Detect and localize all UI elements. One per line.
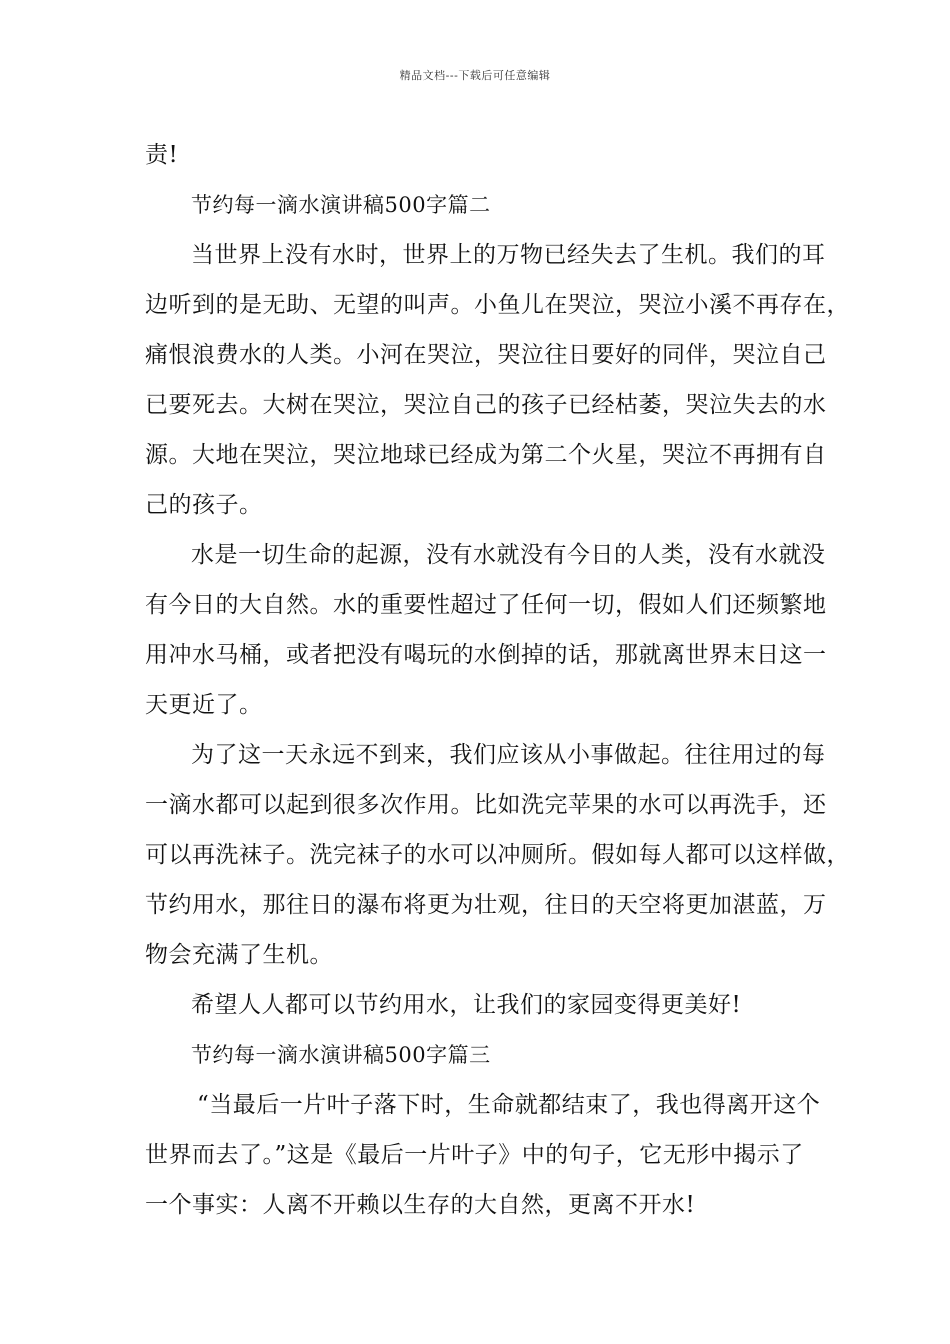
- section-heading: 节约每一滴水演讲稿500字篇三: [191, 1043, 491, 1067]
- paragraph-line: 用冲水马桶，或者把没有喝玩的水倒掉的话，那就离世界末日这一: [145, 642, 827, 668]
- paragraph-line: “当最后一片叶子落下时，生命就都结束了，我也得离开这个: [197, 1092, 821, 1118]
- paragraph-line: 有今日的大自然。水的重要性超过了任何一切，假如人们还频繁地: [145, 592, 827, 618]
- paragraph-line: 可以再洗袜子。洗完袜子的水可以冲厕所。假如每人都可以这样做，: [145, 842, 850, 868]
- paragraph-line: 责!: [145, 142, 179, 168]
- paragraph-line: 当世界上没有水时，世界上的万物已经失去了生机。我们的耳: [191, 242, 826, 268]
- paragraph-line: 己的孩子。: [145, 492, 263, 518]
- paragraph-line: 世界而去了。”这是《最后一片叶子》中的句子，它无形中揭示了: [145, 1142, 804, 1168]
- paragraph-line: 希望人人都可以节约用水，让我们的家园变得更美好!: [191, 992, 742, 1018]
- document-body: [145, 130, 850, 1230]
- paragraph-line: 物会充满了生机。: [145, 942, 333, 968]
- section-heading: 节约每一滴水演讲稿500字篇二: [191, 193, 491, 217]
- paragraph-line: 边听到的是无助、无望的叫声。小鱼儿在哭泣，哭泣小溪不再存在，: [145, 292, 850, 318]
- paragraph-line: 天更近了。: [145, 692, 263, 718]
- paragraph-line: 已要死去。大树在哭泣，哭泣自己的孩子已经枯萎，哭泣失去的水: [145, 392, 827, 418]
- paragraph-line: 一滴水都可以起到很多次作用。比如洗完苹果的水可以再洗手，还: [145, 792, 827, 818]
- paragraph-line: 节约用水，那往日的瀑布将更为壮观，往日的天空将更加湛蓝，万: [145, 892, 827, 918]
- paragraph-line: 痛恨浪费水的人类。小河在哭泣，哭泣往日要好的同伴，哭泣自己: [145, 342, 827, 368]
- paragraph-line: 水是一切生命的起源，没有水就没有今日的人类，没有水就没: [191, 542, 826, 568]
- page-header: 精品文档---下载后可任意编辑: [399, 69, 551, 82]
- paragraph-line: 为了这一天永远不到来，我们应该从小事做起。往往用过的每: [191, 742, 826, 768]
- paragraph-line: 一个事实：人离不开赖以生存的大自然，更离不开水!: [145, 1192, 696, 1218]
- paragraph-line: 源。大地在哭泣，哭泣地球已经成为第二个火星，哭泣不再拥有自: [145, 442, 827, 468]
